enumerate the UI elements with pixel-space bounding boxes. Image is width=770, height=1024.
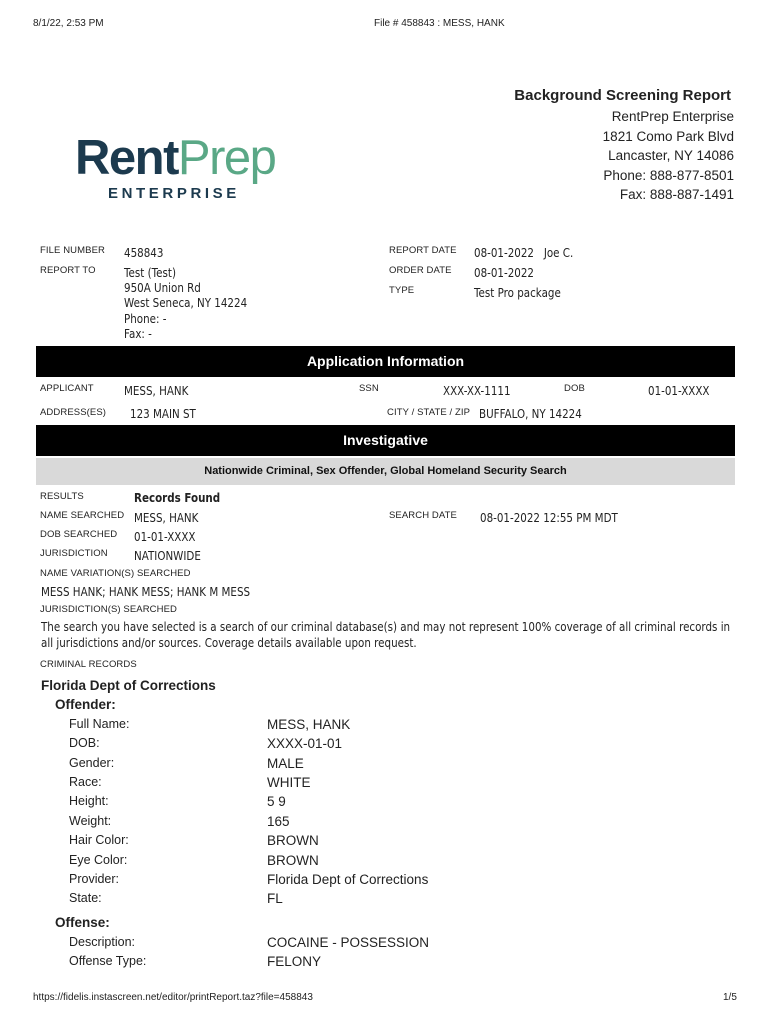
offender-key: State: bbox=[69, 891, 102, 905]
jurisdiction-label: JURISDICTION bbox=[40, 548, 108, 559]
applicant-value: MESS, HANK bbox=[124, 384, 189, 398]
report-to-line-3: West Seneca, NY 14224 bbox=[124, 296, 248, 310]
search-date-value: 08-01-2022 12:55 PM MDT bbox=[480, 511, 618, 525]
jurisdictions-searched-label: JURISDICTION(S) SEARCHED bbox=[40, 604, 177, 615]
address-label: ADDRESS(ES) bbox=[40, 407, 107, 418]
results-label: RESULTS bbox=[40, 491, 84, 502]
order-date-label: ORDER DATE bbox=[389, 265, 452, 276]
company-fax: Fax: 888-887-1491 bbox=[619, 187, 734, 203]
report-to-line-1: Test (Test) bbox=[124, 266, 176, 280]
search-date-label: SEARCH DATE bbox=[389, 510, 457, 521]
search-type-heading: Nationwide Criminal, Sex Offender, Global Homeland Security Search bbox=[36, 458, 735, 485]
ssn-value: XXX-XX-1111 bbox=[443, 384, 511, 398]
report-to-line-4: Phone: - bbox=[124, 312, 167, 326]
report-date-value: 08-01-2022 Joe C. bbox=[474, 246, 574, 260]
type-value: Test Pro package bbox=[474, 286, 561, 300]
company-phone: Phone: 888-877-8501 bbox=[603, 167, 734, 183]
offense-value: FELONY bbox=[267, 954, 322, 969]
offender-key: Full Name: bbox=[69, 717, 130, 731]
offender-key: Hair Color: bbox=[69, 833, 129, 847]
offender-heading: Offender: bbox=[55, 697, 116, 712]
offender-value: 165 bbox=[267, 814, 290, 829]
logo-word-rent: Rent bbox=[75, 131, 178, 185]
record-source: Florida Dept of Corrections bbox=[41, 678, 216, 693]
offense-value: COCAINE - POSSESSION bbox=[267, 935, 430, 950]
company-block bbox=[514, 86, 734, 204]
name-variations-label: NAME VARIATION(S) SEARCHED bbox=[40, 568, 191, 579]
offender-value: BROWN bbox=[267, 853, 319, 868]
offender-key: Weight: bbox=[69, 814, 112, 828]
dob-value: 01-01-XXXX bbox=[648, 384, 710, 398]
coverage-disclaimer: The search you have selected is a search of our criminal database(s) and may not represent 100% coverage of all criminal records in all jurisdictions and/or sources. Coverage details available upon request. bbox=[41, 620, 731, 650]
investigative-heading: Investigative bbox=[36, 425, 735, 456]
type-label: TYPE bbox=[389, 285, 415, 296]
offender-key: Height: bbox=[69, 794, 109, 808]
offender-key: Provider: bbox=[69, 872, 120, 886]
report-to-line-2: 950A Union Rd bbox=[124, 281, 201, 295]
company-street: 1821 Como Park Blvd bbox=[602, 128, 734, 144]
print-datetime: 8/1/22, 2:53 PM bbox=[33, 18, 104, 29]
offender-value: BROWN bbox=[267, 833, 319, 848]
results-value: Records Found bbox=[134, 491, 221, 505]
dob-label: DOB bbox=[564, 383, 585, 394]
report-title: Background Screening Report bbox=[514, 87, 731, 104]
file-number-value: 458843 bbox=[124, 246, 164, 260]
company-name: RentPrep Enterprise bbox=[611, 109, 734, 125]
offender-value: Florida Dept of Corrections bbox=[267, 872, 429, 887]
offender-key: DOB: bbox=[69, 736, 100, 750]
file-number-label: FILE NUMBER bbox=[40, 245, 105, 256]
ssn-label: SSN bbox=[359, 383, 379, 394]
city-state-zip-value: BUFFALO, NY 14224 bbox=[479, 407, 582, 421]
logo-word-prep: Prep bbox=[177, 131, 276, 185]
dob-searched-value: 01-01-XXXX bbox=[134, 530, 196, 544]
offender-value: XXXX-01-01 bbox=[267, 736, 343, 751]
report-to-label: REPORT TO bbox=[40, 265, 96, 276]
offense-key: Offense Type: bbox=[69, 954, 147, 968]
offender-key: Race: bbox=[69, 775, 102, 789]
order-date-value: 08-01-2022 bbox=[474, 266, 534, 280]
name-searched-value: MESS, HANK bbox=[134, 511, 199, 525]
offender-value: MESS, HANK bbox=[267, 717, 351, 732]
offender-value: WHITE bbox=[267, 775, 311, 790]
company-city: Lancaster, NY 14086 bbox=[608, 148, 734, 164]
logo-subtitle: ENTERPRISE bbox=[108, 185, 240, 202]
city-state-zip-label: CITY / STATE / ZIP bbox=[387, 407, 471, 418]
page-number: 1/5 bbox=[723, 992, 737, 1003]
report-date-label: REPORT DATE bbox=[389, 245, 457, 256]
print-url: https://fidelis.instascreen.net/editor/printReport.taz?file=458843 bbox=[33, 992, 313, 1003]
application-info-heading: Application Information bbox=[36, 346, 735, 377]
dob-searched-label: DOB SEARCHED bbox=[40, 529, 118, 540]
report-to-line-5: Fax: - bbox=[124, 327, 152, 341]
offender-value: 5 9 bbox=[267, 794, 286, 809]
offense-heading: Offense: bbox=[55, 915, 110, 930]
offender-value: FL bbox=[267, 891, 283, 906]
print-file-title: File # 458843 : MESS, HANK bbox=[374, 18, 505, 29]
jurisdiction-value: NATIONWIDE bbox=[134, 549, 201, 563]
rentprep-logo bbox=[75, 128, 275, 188]
address-value: 123 MAIN ST bbox=[130, 407, 196, 421]
name-variations-value: MESS HANK; HANK MESS; HANK M MESS bbox=[41, 585, 251, 599]
offender-key: Eye Color: bbox=[69, 853, 128, 867]
offense-key: Description: bbox=[69, 935, 135, 949]
name-searched-label: NAME SEARCHED bbox=[40, 510, 125, 521]
applicant-label: APPLICANT bbox=[40, 383, 94, 394]
offender-key: Gender: bbox=[69, 756, 115, 770]
criminal-records-label: CRIMINAL RECORDS bbox=[40, 659, 137, 670]
offender-value: MALE bbox=[267, 756, 304, 771]
